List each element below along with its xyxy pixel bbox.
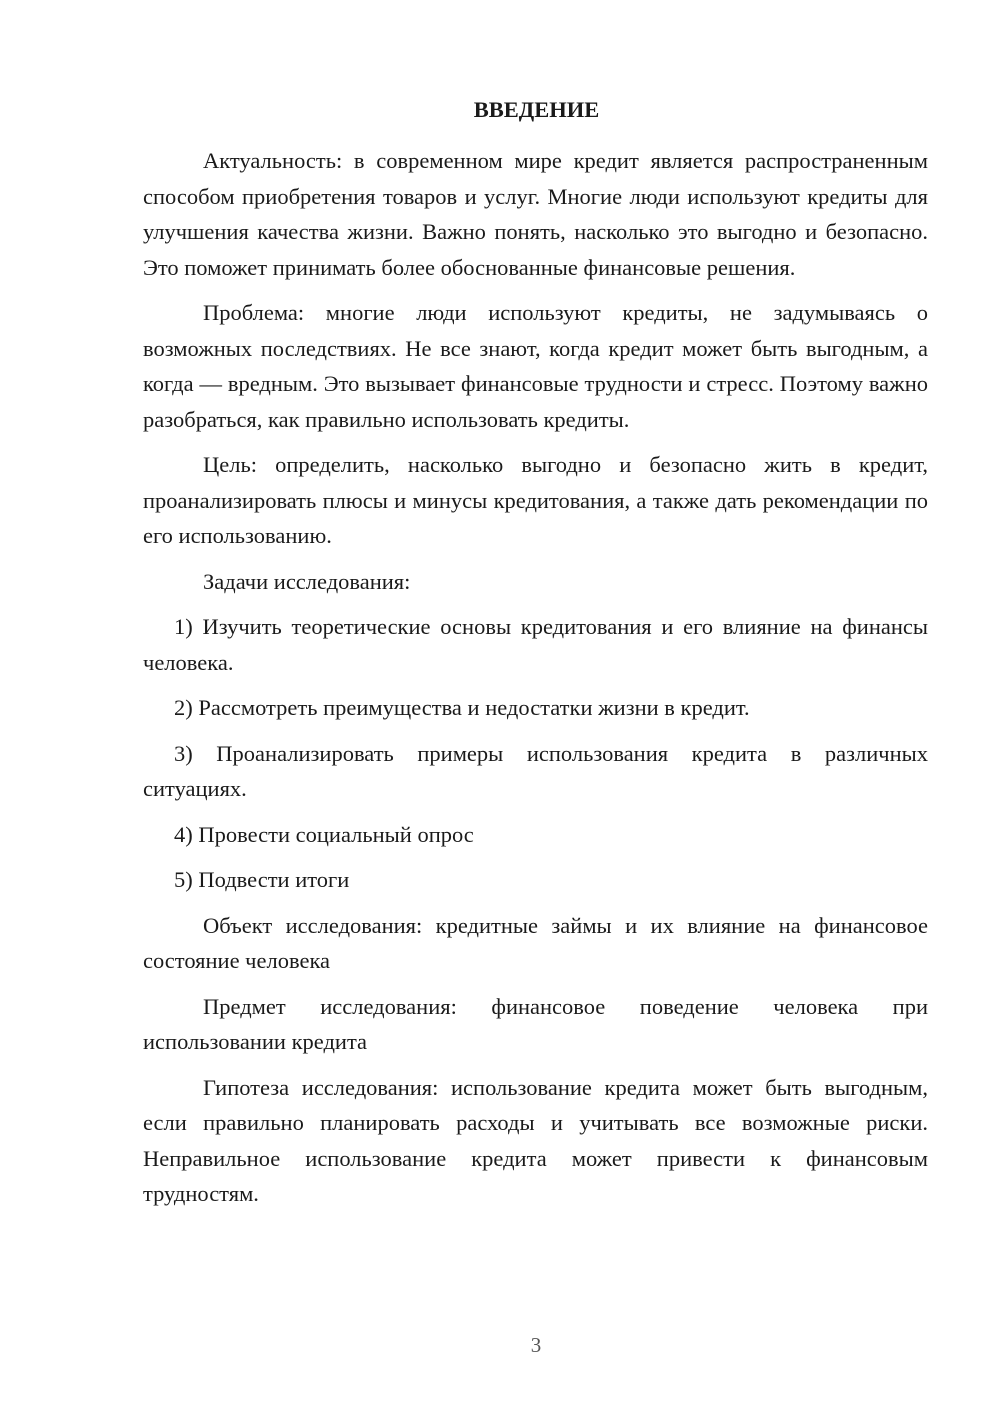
paragraph-object: Объект исследования: кредитные займы и их влияние на финансовое состояние человека xyxy=(143,912,928,973)
paragraph-relevance: Актуальность: в современном мире кредит является распространенным способом приобретения товаров и услуг. Многие люди используют кредиты для улучшения качества жизни. Важно понять, насколько это выгодно и безопасно. Это поможет принимать более обоснованные финансовые решения. xyxy=(143,148,928,280)
list-item: 1) Изучить теоретические основы кредитования и его влияние на финансы человека. xyxy=(143,614,928,675)
list-item: 2) Рассмотреть преимущества и недостатки жизни в кредит. xyxy=(174,695,750,720)
page-number: 3 xyxy=(530,1333,542,1357)
tasks-list xyxy=(143,609,928,898)
list-item: 3) Проанализировать примеры использования кредита в различных ситуациях. xyxy=(143,740,928,801)
tasks-label: Задачи исследования: xyxy=(203,568,411,594)
list-item: 4) Провести социальный опрос xyxy=(174,821,474,847)
paragraph-subject: Предмет исследования: финансовое поведение человека при использовании кредита xyxy=(143,993,928,1054)
document-page xyxy=(143,92,928,1222)
paragraph-hypothesis: Гипотеза исследования: использование кредита может быть выгодным, если правильно планировать расходы и учитывать все возможные риски. Неправильное использование кредита может привести к финансовым трудностям. xyxy=(143,1074,928,1206)
list-item: 5) Подвести итоги xyxy=(174,867,350,892)
page-title: ВВЕДЕНИЕ xyxy=(473,97,600,122)
paragraph-goal: Цель: определить, насколько выгодно и безопасно жить в кредит, проанализировать плюсы и минусы кредитования, а также дать рекомендации по его использованию. xyxy=(143,452,928,548)
paragraph-problem: Проблема: многие люди используют кредиты, не задумываясь о возможных последствиях. Не все знают, когда кредит может быть выгодным, а когда — вредным. Это вызывает финансовые трудности и стресс. Поэтому важно разобраться, как правильно использовать кредиты. xyxy=(143,300,928,432)
